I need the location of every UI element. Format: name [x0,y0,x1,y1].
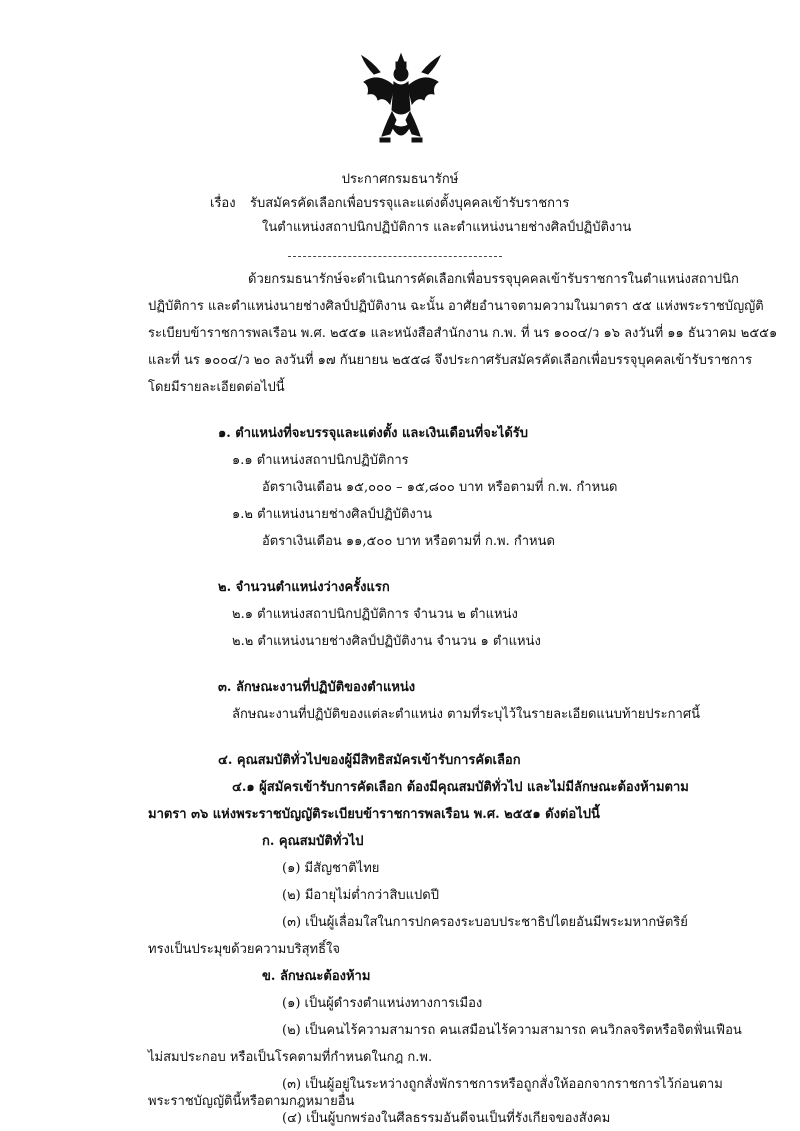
subject-label: เรื่อง [210,196,236,211]
item-1-2: ๑.๒ ตำแหน่งนายช่างศิลป์ปฏิบัติงาน [232,507,432,522]
item-2-2: ๒.๒ ตำแหน่งนายช่างศิลป์ปฏิบัติงาน จำนวน ๑ ตำแหน่ง [232,634,541,649]
prohibitions-heading: ข. ลักษณะต้องห้าม [262,969,371,984]
intro-line: โดยมีรายละเอียดต่อไปนี้ [148,380,285,395]
section-1-heading: ๑. ตำแหน่งที่จะบรรจุและแต่งตั้ง และเงินเดือนที่จะได้รับ [218,426,529,441]
item-4-1-line-2: มาตรา ๓๖ แห่งพระราชบัญญัติระเบียบข้าราชการพลเรือน พ.ศ. ๒๕๕๑ ดังต่อไปนี้ [148,807,600,822]
prohibition-item: (๔) เป็นผู้บกพร่องในศีลธรรมอันดีจนเป็นที่รังเกียจของสังคม [282,1111,611,1126]
prohibition-item-continued: ไม่สมประกอบ หรือเป็นโรคตามที่กำหนดในกฎ ก.พ. [148,1050,433,1065]
section-4-heading: ๔. คุณสมบัติทั่วไปของผู้มีสิทธิสมัครเข้ารับการคัดเลือก [218,753,521,768]
prohibition-item: (๑) เป็นผู้ดำรงตำแหน่งทางการเมือง [282,996,483,1011]
qualification-item-continued: ทรงเป็นประมุขด้วยความบริสุทธิ์ใจ [148,942,341,957]
item-3-1: ลักษณะงานที่ปฏิบัติของแต่ละตำแหน่ง ตามที่ระบุไว้ในรายละเอียดแนบท้ายประกาศนี้ [232,707,700,722]
issuer-heading: ประกาศกรมธนารักษ์ [341,172,459,187]
intro-line: ปฏิบัติการ และตำแหน่งนายช่างศิลป์ปฏิบัติงาน ฉะนั้น อาศัยอำนาจตามความในมาตรา ๕๕ แห่งพระราชบัญญัติ [148,299,764,314]
separator-line [288,256,502,257]
subject-line-2: ในตำแหน่งสถาปนิกปฏิบัติการ และตำแหน่งนายช่างศิลป์ปฏิบัติงาน [262,220,632,235]
intro-line: ระเบียบข้าราชการพลเรือน พ.ศ. ๒๕๕๑ และหนังสือสำนักงาน ก.พ. ที่ นร ๑๐๐๔/ว ๑๖ ลงวันที่ ๑๑ ธันวาคม ๒๕๕๑ [148,326,778,341]
prohibition-item: (๒) เป็นคนไร้ความสามารถ คนเสมือนไร้ความสามารถ คนวิกลจริตหรือจิตฟั่นเฟือน [282,1023,742,1038]
subject-line-1: รับสมัครคัดเลือกเพื่อบรรจุและแต่งตั้งบุคคลเข้ารับราชการ [250,196,570,211]
intro-line: ด้วยกรมธนารักษ์จะดำเนินการคัดเลือกเพื่อบรรจุบุคคลเข้ารับราชการในตำแหน่งสถาปนิก [248,272,739,287]
intro-line: และที่ นร ๑๐๐๔/ว ๒๐ ลงวันที่ ๑๗ กันยายน ๒๕๕๘ จึงประกาศรับสมัครคัดเลือกเพื่อบรรจุบุคคลเข้ารับราชการ [148,353,753,368]
item-4-1-line-1: ๔.๑ ผู้สมัครเข้ารับการคัดเลือก ต้องมีคุณสมบัติทั่วไป และไม่มีลักษณะต้องห้ามตาม [232,780,689,795]
item-1-1: ๑.๑ ตำแหน่งสถาปนิกปฏิบัติการ [232,453,409,468]
qualifications-heading: ก. คุณสมบัติทั่วไป [262,834,364,849]
qualification-item: (๒) มีอายุไม่ต่ำกว่าสิบแปดปี [282,888,439,903]
item-1-2-salary: อัตราเงินเดือน ๑๑,๕๐๐ บาท หรือตามที่ ก.พ. กำหนด [262,534,555,549]
prohibition-item: (๓) เป็นผู้อยู่ในระหว่างถูกสั่งพักราชการหรือถูกสั่งให้ออกจากราชการไว้ก่อนตาม [282,1077,723,1092]
item-1-1-salary: อัตราเงินเดือน ๑๕,๐๐๐ – ๑๕,๘๐๐ บาท หรือตามที่ ก.พ. กำหนด [262,480,618,495]
section-3-heading: ๓. ลักษณะงานที่ปฏิบัติของตำแหน่ง [218,680,416,695]
qualification-item: (๑) มีสัญชาติไทย [282,861,380,876]
item-2-1: ๒.๑ ตำแหน่งสถาปนิกปฏิบัติการ จำนวน ๒ ตำแหน่ง [232,607,518,622]
qualification-item: (๓) เป็นผู้เลื่อมใสในการปกครองระบอบประชาธิปไตยอันมีพระมหากษัตริย์ [282,915,688,930]
section-2-heading: ๒. จำนวนตำแหน่งว่างครั้งแรก [218,580,390,595]
garuda-emblem-icon [360,52,442,152]
prohibition-item-continued: พระราชบัญญัตินี้หรือตามกฎหมายอื่น [148,1094,355,1109]
